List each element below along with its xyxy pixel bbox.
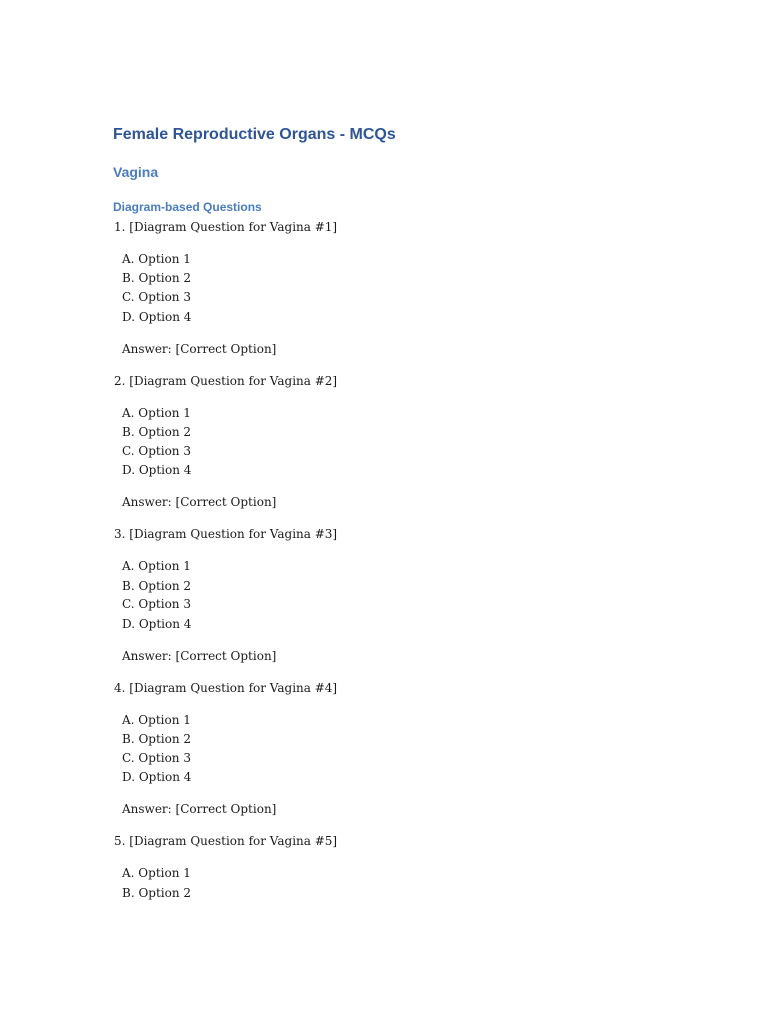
question-text: 4. [Diagram Question for Vagina #4] (114, 681, 338, 695)
option-item: B. Option 2 (122, 732, 192, 746)
answer-text: Answer: [Correct Option] (122, 495, 277, 509)
answer-text: Answer: [Correct Option] (122, 802, 277, 816)
question-text: 5. [Diagram Question for Vagina #5] (114, 834, 338, 848)
option-item: A. Option 1 (122, 866, 191, 880)
section-heading: Vagina (113, 164, 159, 180)
option-item: B. Option 2 (122, 579, 192, 593)
document-title: Female Reproductive Organs - MCQs (113, 126, 396, 143)
option-item: C. Option 3 (122, 290, 191, 304)
answer-text: Answer: [Correct Option] (122, 649, 277, 663)
option-item: C. Option 3 (122, 751, 191, 765)
option-item: C. Option 3 (122, 444, 191, 458)
option-item: B. Option 2 (122, 425, 192, 439)
option-item: C. Option 3 (122, 597, 191, 611)
question-text: 1. [Diagram Question for Vagina #1] (114, 220, 338, 234)
option-item: D. Option 4 (122, 617, 192, 631)
option-item: D. Option 4 (122, 463, 192, 477)
option-item: A. Option 1 (122, 406, 191, 420)
option-item: D. Option 4 (122, 770, 192, 784)
question-text: 3. [Diagram Question for Vagina #3] (114, 527, 338, 541)
question-text: 2. [Diagram Question for Vagina #2] (114, 374, 338, 388)
option-item: B. Option 2 (122, 271, 192, 285)
option-item: A. Option 1 (122, 252, 191, 266)
option-item: A. Option 1 (122, 559, 191, 573)
option-item: B. Option 2 (122, 886, 192, 900)
option-item: D. Option 4 (122, 310, 192, 324)
option-item: A. Option 1 (122, 713, 191, 727)
answer-text: Answer: [Correct Option] (122, 342, 277, 356)
subsection-heading: Diagram-based Questions (113, 200, 262, 214)
